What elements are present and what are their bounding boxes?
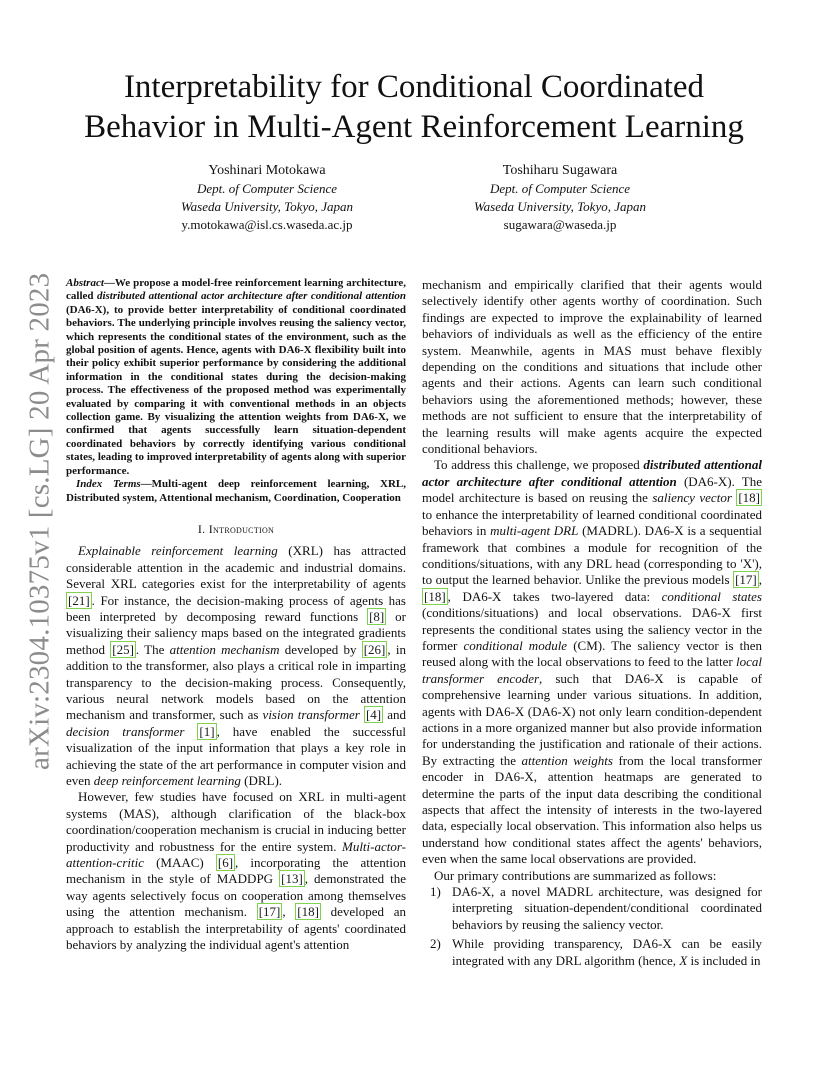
text: , demonstrated the way agents selectively focus on cooperation among themselves using the attention mechanism. (66, 871, 407, 920)
abstract-lead: Abstract (66, 277, 104, 289)
abstract-term: distributed attentional actor architecture after conditional attention (96, 290, 407, 303)
author-block-1 (117, 162, 417, 234)
term: distributed attentional actor architecture after conditional attention (422, 457, 762, 489)
citation-link[interactable]: [17] (735, 572, 757, 588)
citation-link[interactable]: [1] (199, 723, 215, 739)
text: developed by (279, 641, 362, 657)
contribution-item (422, 936, 762, 969)
term: attention mechanism (169, 641, 280, 657)
text: , have enabled the successful visualization of the input information that plays a key role in achieving the state of the art performance in computer vision and even (66, 723, 406, 788)
author-email: y.motokawa@isl.cs.waseda.ac.jp (181, 217, 353, 232)
text: , (758, 572, 762, 588)
text: To address this challenge, we proposed (434, 457, 644, 473)
citation-link[interactable]: [21] (68, 592, 90, 608)
right-paragraph-1: mechanism and empirically clarified that their agents would selectively identify other agents worthy of coordination. Such findings are expected to improve the explainability of learned behaviors of individuals as well as the efficiency of the entire system. Meanwhile, agents in MAS must behave flexibly depending on the conditions and situations that include other agents and their actions. Agents can learn such conditional behaviors using the aforementioned methods; however, these methods are not sufficient to ensure that the interpretability of the learning results will make agents acquire the expected conditional behaviors. (422, 277, 762, 457)
text: developed an approach to establish the interpretability of agents' coordinated behaviors by analyzing the individual agent's attention (66, 904, 406, 953)
citation-link[interactable]: [26] (363, 641, 386, 657)
text: (DA6-X). The model architecture is based on reusing the (422, 473, 762, 506)
term: Multi-actor-attention-critic (66, 838, 406, 871)
author-email: sugawara@waseda.jp (503, 217, 617, 232)
intro-paragraph-1 (66, 543, 406, 789)
term: X (679, 952, 688, 968)
text: , DA6-X takes two-layered data: (447, 588, 662, 604)
term: vision transformer (262, 707, 360, 723)
term: conditional states (661, 588, 762, 604)
citation-link[interactable]: [6] (217, 855, 234, 871)
contribution-text: DA6-X, a novel MADRL architecture, was designed for interpreting situation-dependent/conditional coordinated behaviors by reusing the saliency vector. (452, 884, 762, 932)
text: , (282, 904, 296, 920)
index-terms (66, 478, 406, 505)
right-column (422, 277, 762, 969)
abstract-text: (DA6-X), to provide better interpretability of conditional coordinated behaviors. The underlying principle involves reusing the saliency vector, which represents the conditional states of the environment, such as the global position of agents. Hence, agents with DA6-X flexibility built into their policy exhibit superior performance by considering the additional information in the conditional states during the decision-making process. The effectiveness of the proposed method was experimentally evaluated by comparing it with conventional methods in an objects collection game. By visualizing the attention weights from DA6-X, we confirmed that agents successfully learn situation-dependent coordinated behaviors by correctly identifying various conditional states, leading to improved interpretability of agents along with superior performance. (66, 303, 406, 477)
section-heading: I. Introduction (197, 521, 275, 536)
text: (MADRL). DA6-X is a sequential framework that combines a module for recognition of the conditions/situations, with any DRL head (corresponding to 'X'), to output the learned behavior. Unlike the previous models (422, 523, 763, 588)
index-terms-text: —Multi-agent deep reinforcement learning, XRL, Distributed system, Attentional mechanism, Coordination, Cooperation (66, 478, 406, 504)
author-block-2 (410, 162, 710, 234)
text: (MAAC) (143, 855, 216, 871)
term: multi-agent DRL (490, 523, 579, 539)
index-terms-lead: Index Terms (76, 478, 141, 491)
arxiv-identifier: arXiv:2304.10375v1 [cs.LG] 20 Apr 2023 (23, 272, 56, 770)
citation-link[interactable]: [13] (281, 871, 303, 887)
text: (CM). The saliency vector is then reused along with the local observations to feed to the latter (422, 637, 762, 670)
contribution-text: is included in (687, 952, 761, 968)
term: attention weights (521, 752, 613, 768)
paper-title: Interpretability for Conditional Coordinated Behavior in Multi-Agent Reinforcement Learning (84, 69, 744, 145)
text: from the local transformer encoder in DA6-X, attention heatmaps are generated to determine the parts of the input data describing the conditional aspects that affect the intensity of interests in the two-layered data, especially local observation. This information also helps us understand how conditional states affect the agents' behaviors, even when the same local observations are provided. (422, 752, 762, 867)
term: deep reinforcement learning (93, 773, 241, 788)
left-column (66, 277, 406, 953)
text: . The (135, 641, 170, 657)
contribution-number: 2) (430, 936, 441, 952)
author-university: Waseda University, Tokyo, Japan (474, 199, 646, 214)
author-dept: Dept. of Computer Science (196, 181, 338, 196)
author-name: Yoshinari Motokawa (208, 163, 326, 178)
contribution-text: While providing transparency, DA6-X can be easily integrated with any DRL algorithm (hence, (452, 936, 762, 968)
text: , in addition to the transformer, also plays a critical role in imparting transparency to the decision-making process. Consequently, various neural network models based on the attention mechanism and transformer, such as (66, 641, 406, 723)
abstract-text: —We propose a model-free reinforcement learning architecture, called (66, 277, 406, 303)
contributions-intro: Our primary contributions are summarized as follows: (434, 867, 717, 883)
text: , incorporating the attention mechanism in the style of MADDPG (66, 855, 406, 887)
citation-link[interactable]: [18] (297, 904, 319, 920)
term: conditional module (463, 637, 568, 653)
citation-link[interactable]: [25] (112, 641, 134, 657)
term: local transformer encoder (422, 654, 762, 686)
abstract (66, 277, 406, 478)
text: (XRL) has attracted considerable attention in the academic and industrial domains. Several XRL categories exist for the interpretability of agents (66, 543, 407, 592)
right-paragraph-2 (422, 457, 762, 867)
author-university: Waseda University, Tokyo, Japan (181, 199, 353, 214)
citation-link[interactable]: [4] (365, 707, 382, 723)
text: or visualizing their saliency maps based on the integrated gradients method (66, 608, 406, 657)
citation-link[interactable]: [18] (738, 490, 761, 506)
text (184, 724, 197, 739)
text: . For instance, the decision-making process of agents has been interpreted by decomposing reward functions (66, 592, 406, 624)
text: and (383, 707, 406, 723)
text: to enhance the interpretability of learned conditional coordinated behaviors in (422, 506, 762, 539)
citation-link[interactable]: [18] (424, 588, 446, 604)
contribution-item (422, 884, 762, 933)
author-name: Toshiharu Sugawara (502, 163, 618, 178)
term: saliency vector (652, 490, 732, 506)
term: decision transformer (66, 723, 185, 739)
citation-link[interactable]: [17] (258, 904, 281, 920)
citation-link[interactable]: [8] (369, 608, 385, 624)
text: However, few studies have focused on XRL in multi-agent systems (MAS), although clarification of the black-box coordination/cooperation mechanism is crucial in inducing better productivity and robustness for the entire system. (66, 789, 406, 854)
contribution-number: 1) (430, 884, 441, 900)
author-dept: Dept. of Computer Science (489, 181, 631, 196)
intro-paragraph-2 (66, 789, 406, 953)
term: Explainable reinforcement learning (78, 543, 278, 559)
text: , such that DA6-X is capable of comprehensive learning under various situations. In addition, agents with DA6-X (DA6-X) not only learn condition-dependent actions in a more organized manner but also provide information for understanding the justification and rationale of their actions. By extracting the (422, 670, 762, 768)
text: (conditions/situations) and local observations. DA6-X first represents the conditional states using the saliency vector in the former (422, 605, 762, 653)
text: (DRL). (240, 773, 283, 788)
